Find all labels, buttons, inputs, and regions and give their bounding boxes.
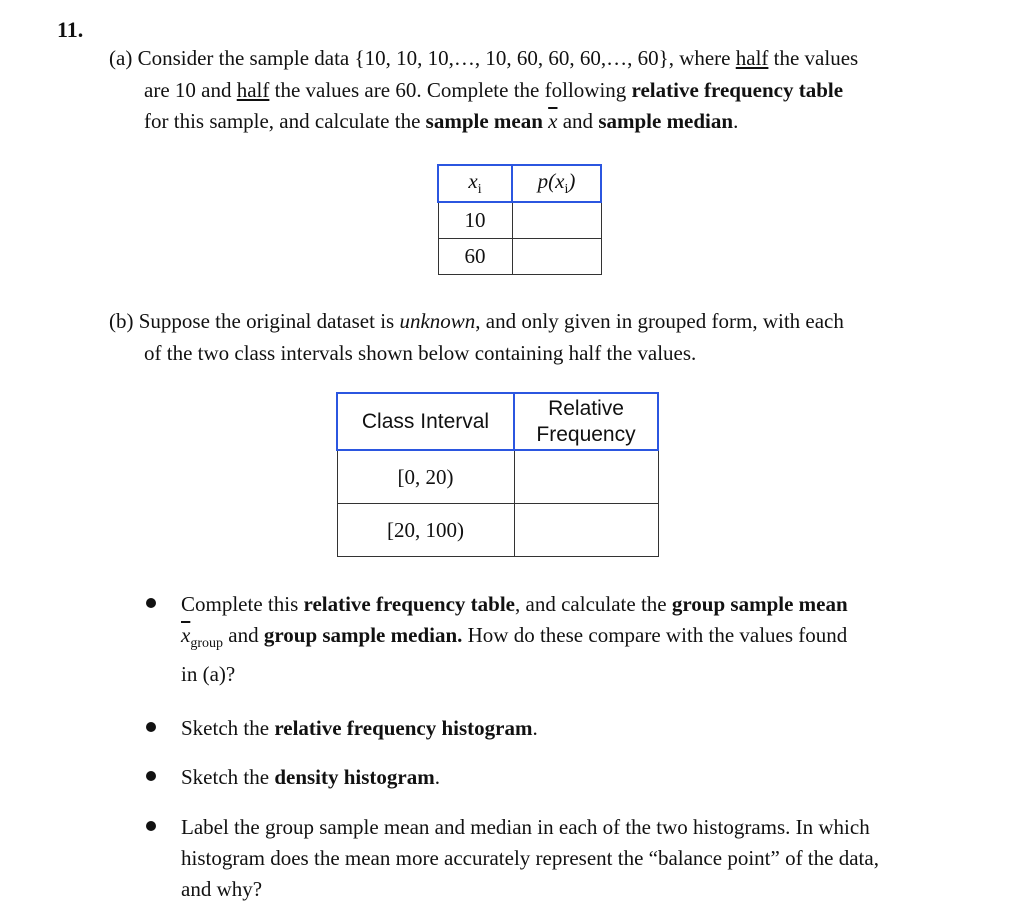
- part-a-label: (a): [109, 46, 133, 70]
- answer-cell: [514, 450, 658, 504]
- answer-cell: [512, 202, 601, 239]
- class-interval-table: [336, 392, 659, 557]
- bullet-icon: [146, 722, 156, 732]
- bullet-icon: [146, 771, 156, 781]
- answer-cell: [514, 504, 658, 557]
- header-pxi: $p(x_i)$: [512, 165, 601, 202]
- header-xi: $x_i$: [438, 165, 512, 202]
- bullet-4-text: Label the group sample mean and median in each of the two histograms. In which histogram does the mean more accurately represent the “balance point” of the data, and why?: [181, 815, 879, 901]
- table-cell: 10: [438, 202, 512, 239]
- part-b-text: (b) Suppose the original dataset is unknown, and only given in grouped form, with each of the two class intervals shown below containing half the values.: [109, 309, 844, 365]
- header-class-interval: Class Interval: [337, 393, 514, 450]
- bullet-2-text: Sketch the relative frequency histogram.: [181, 716, 538, 740]
- question-number: 11.: [57, 17, 84, 42]
- header-relative-frequency: Relative Frequency: [514, 393, 658, 450]
- bullet-3-text: Sketch the density histogram.: [181, 765, 440, 789]
- table-cell: [0, 20): [337, 450, 514, 504]
- table-cell: [20, 100): [337, 504, 514, 557]
- part-b-label: (b): [109, 309, 134, 333]
- table-cell: 60: [438, 239, 512, 275]
- relative-frequency-table-a: [437, 164, 602, 275]
- sample-set: {10, 10, 10,…, 10, 60, 60, 60,…, 60}: [354, 46, 669, 70]
- bullet-1-text: Complete this relative frequency table, and calculate the group sample mean $\overline{x}_{group}$ and group sample median. How do these compare with the values found in (a)?: [181, 592, 848, 686]
- part-a-text: (a) Consider the sample data {10, 10, 10,…, 10, 60, 60, 60,…, 60}, where half the values are 10 and half the values are 60. Complete the following relative frequency table for this sample, and calculate the sample mean $\overline{x}$ and sample median.: [109, 46, 859, 133]
- x-bar-symbol: $\overline{x}$: [548, 109, 558, 133]
- bullet-icon: [146, 598, 156, 608]
- x-bar-group-symbol: $\overline{x}$: [181, 623, 191, 647]
- bullet-icon: [146, 821, 156, 831]
- answer-cell: [512, 239, 601, 275]
